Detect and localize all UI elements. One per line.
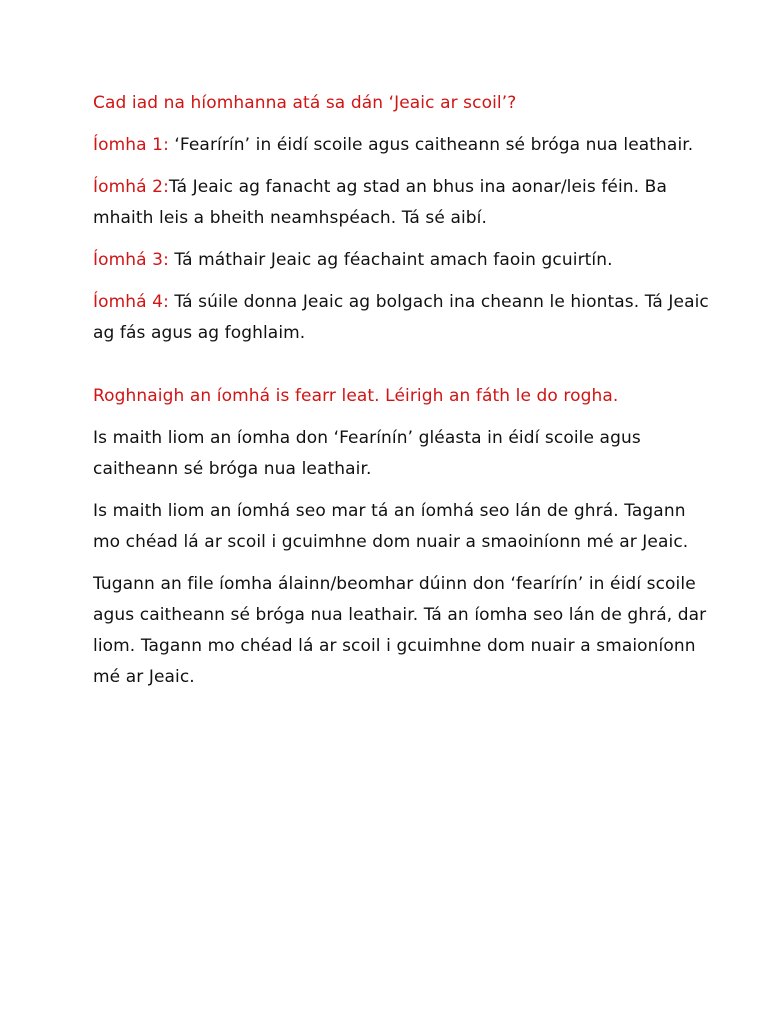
answer-paragraph-2: Is maith liom an íomhá seo mar tá an íomhá seo lán de ghrá. Tagann mo chéad lá ar scoil i gcuimhne dom nuair a smaoiníonn mé ar Jeaic. [93,501,689,552]
image-item-4 [93,287,713,349]
image-text-3: Tá máthair Jeaic ag féachaint amach faoin gcuirtín. [168,250,613,270]
answer-paragraph-1: Is maith liom an íomha don ‘Fearínín’ gléasta in éidí scoile agus caitheann sé bróga nua leathair. [93,428,641,479]
image-item-1 [93,130,713,161]
image-item-3 [93,245,713,276]
image-label-4: Íomhá 4: [93,292,169,312]
image-text-1: ‘Fearírín’ in éidí scoile agus caitheann sé bróga nua leathair. [168,135,694,155]
image-label-1: Íomha 1: [93,135,169,155]
image-label-3: Íomhá 3: [93,250,169,270]
document-page [93,88,713,704]
question-heading-favourite: Roghnaigh an íomhá is fearr leat. Léirigh an fáth le do rogha. [93,386,619,406]
question-heading-images: Cad iad na híomhanna atá sa dán ‘Jeaic ar scoil’? [93,93,517,113]
answer-paragraph-3: Tugann an file íomha álainn/beomhar dúinn don ‘fearírín’ in éidí scoile agus caitheann sé bróga nua leathair. Tá an íomha seo lán de ghrá, dar liom. Tagann mo chéad lá ar scoil i gcuimhne dom nuair a smaioníonn mé ar Jeaic. [93,574,707,687]
image-text-4: Tá súile donna Jeaic ag bolgach ina cheann le hiontas. Tá Jeaic ag fás agus ag foghlaim. [93,292,709,343]
image-item-2 [93,172,713,234]
image-text-2: Tá Jeaic ag fanacht ag stad an bhus ina aonar/leis féin. Ba mhaith leis a bheith neamhspéach. Tá sé aibí. [93,177,667,228]
image-label-2: Íomhá 2: [93,177,169,197]
